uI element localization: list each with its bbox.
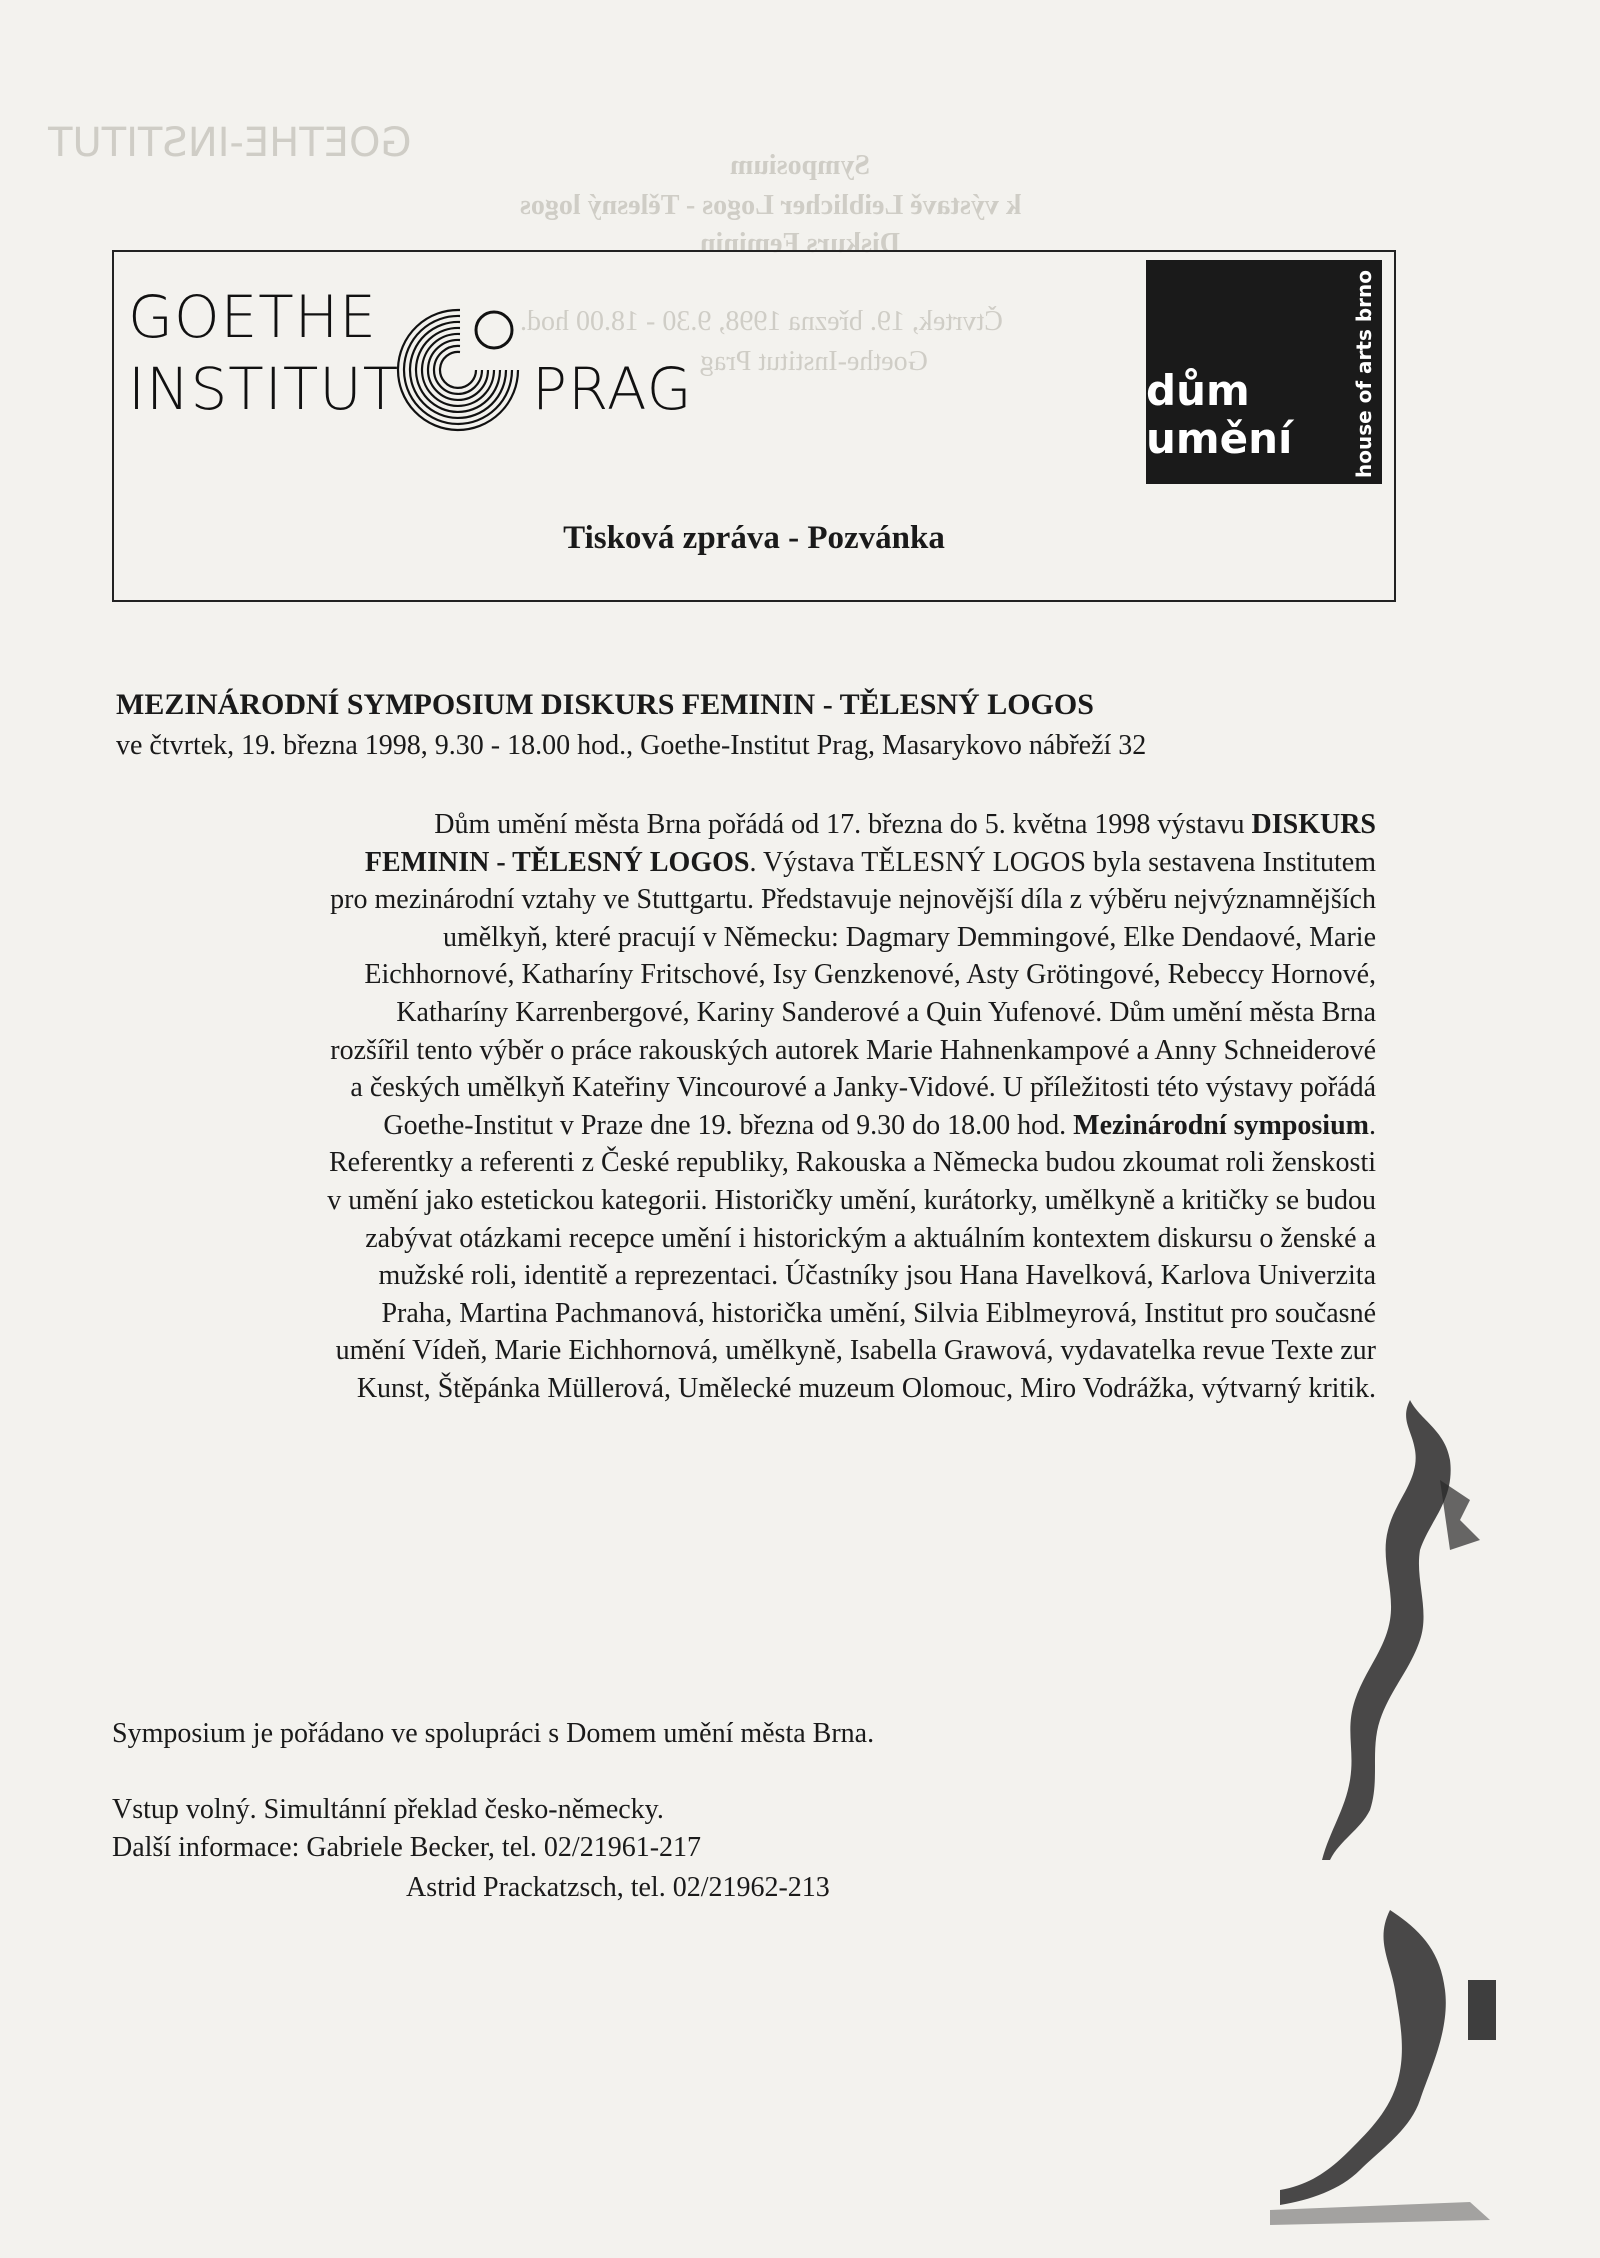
ghost-line: Symposium bbox=[730, 150, 871, 181]
body-p2-rest: . Referentky a referenti z České republiky, Rakouska a Německa budou zkoumat roli ženskosti v umění jako estetickou kategorii. Historičky umění, kurátorky, umělkyně a kritičky se budou zabývat otázkami recepce umění i historickým a aktuálním kontextem diskursu o ženské a mužské roli, identitě a reprezentaci. Účastníky jsou Hana Havelková, Karlova Univerzita Praha, Martina Pachmanová, historička umění, Silvia Eiblmeyrová, Institut pro současné umění Vídeň, Marie Eichhornová, umělkyně, Isabella Grawová, vydavatelka revue Texte zur Kunst, Štěpánka Müllerová, Umělecké muzeum Olomouc, Miro Vodrážka, výtvarný kritik. bbox=[327, 1109, 1376, 1404]
cooperation-note: Symposium je pořádano ve spolupráci s Domem umění města Brna. bbox=[112, 1718, 875, 1749]
body-p1-exhibition-title: DISKURS FEMININ - TĚLESNÝ LOGOS bbox=[364, 809, 1376, 878]
press-title: Tisková zpráva - Pozvánka bbox=[563, 520, 945, 556]
ghost-line: Diskurs Feminin bbox=[700, 228, 900, 259]
dum-logo-word2: umění bbox=[1146, 414, 1293, 463]
goethe-logo-text-line1: GOETHE bbox=[128, 283, 377, 351]
entry-note: Vstup volný. Simultánní překlad česko-německy. bbox=[112, 1794, 664, 1825]
female-figure-illustration bbox=[1270, 1390, 1520, 2230]
symposium-date-place: ve čtvrtek, 19. března 1998, 9.30 - 18.00 hod., Goethe-Institut Prag, Masarykovo nábřeží 32 bbox=[116, 730, 1147, 761]
press-body-text bbox=[322, 806, 1376, 1408]
symposium-heading: MEZINÁRODNÍ SYMPOSIUM DISKURS FEMININ - TĚLESNÝ LOGOS bbox=[116, 688, 1094, 721]
goethe-logo-text-line2: INSTITUT bbox=[128, 355, 400, 423]
ghost-line: Goethe-Institut Prag bbox=[700, 346, 928, 377]
body-p2-symposium-title: Mezinárodní symposium bbox=[1073, 1109, 1369, 1141]
dum-logo-word1: dům bbox=[1146, 366, 1250, 415]
ghost-line: Čtvrtek, 19. března 1998, 9.30 - 18.00 hod. bbox=[520, 306, 1003, 337]
body-p1: Dům umění města Brna pořádá od 17. března do 5. května 1998 výstavu bbox=[434, 809, 1245, 840]
header-box bbox=[112, 250, 1396, 602]
goethe-institut-logo bbox=[128, 278, 728, 428]
contact-info: Další informace: Gabriele Becker, tel. 02/21961-217 bbox=[112, 1832, 702, 1863]
body-p1-rest: . Výstava TĚLESNÝ LOGOS byla sestavena Institutem pro mezinárodní vztahy ve Stuttgartu. Představuje nejnovější díla z výběru nejvýznamnějších umělkyň, které pracují v Německu: Dagmary Demmingové, Elke Dendaové, Marie Eichhornové, Katharíny Fritschové, Isy Genzkenové, Asty Grötingové, Rebeccy Hornové, Katharíny Karrenbergové, Kariny Sanderové a Quin Yufenové. Dům umění města Brna rozšířil tento výběr o práce rakouských autorek Marie Hahnenkampové a Anny Schneiderové a českých umělkyň Kateřiny Vincourové a Janky-Vidové. U příležitosti této výstavy pořádá Goethe-Institut v Praze dne 19. března od 9.30 do 18.00 hod. bbox=[330, 846, 1376, 1141]
dum-umeni-logo bbox=[1146, 260, 1382, 484]
ghost-line: k výstavě Leiblicher Logos - Tělesný logos bbox=[520, 190, 1022, 221]
dum-logo-vertical-text: house of arts brno bbox=[1352, 270, 1376, 478]
goethe-logo-text-line3: PRAG bbox=[532, 355, 693, 423]
contact-info-second: Astrid Prackatzsch, tel. 02/21962-213 bbox=[406, 1872, 830, 1903]
ghost-logo-text: GOETHE-INSTITUT bbox=[48, 120, 412, 166]
goethe-swirl-icon bbox=[390, 292, 530, 432]
